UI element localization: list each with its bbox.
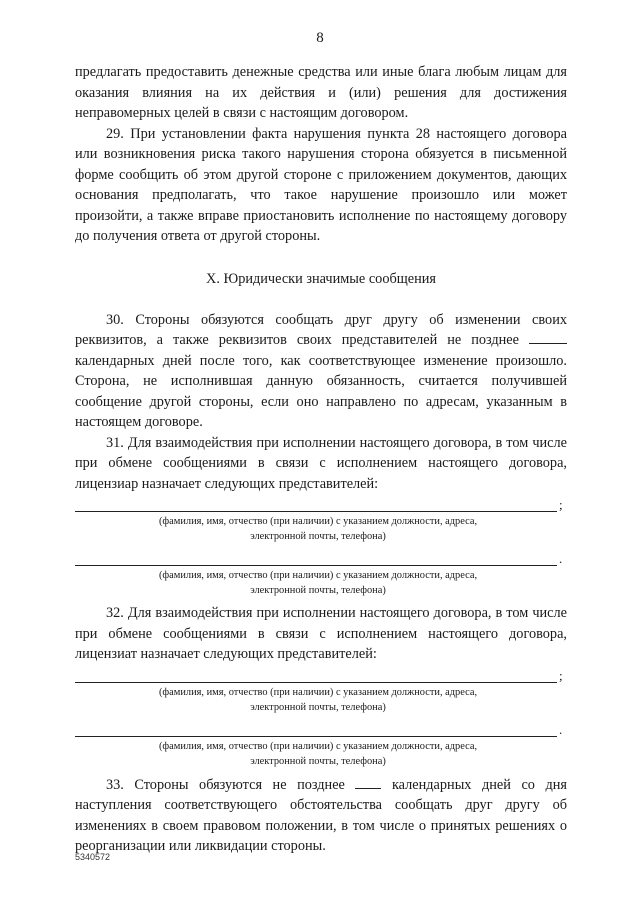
licensee-representative-2-field[interactable] <box>75 722 557 737</box>
caption-line-1: (фамилия, имя, отчество (при наличии) с указанием должности, адреса, <box>158 740 478 752</box>
licensor-representative-1-row <box>75 496 567 512</box>
section-title-x: X. Юридически значимые сообщения <box>206 270 436 287</box>
licensee-representative-2-row <box>75 721 567 737</box>
caption-line-2: электронной почты, телефона) <box>250 531 386 542</box>
licensor-representative-2-field[interactable] <box>75 551 557 566</box>
paragraph-33-text-end: календарных дней со дня наступления соответствующего обстоятельства сообщать друг другу об изменениях в своем правовом положении, в том числе о принятых решениях о реорганизации или ликвидации стороны. <box>75 776 567 854</box>
caption-line-2: электронной почты, телефона) <box>250 701 386 713</box>
days-blank-field[interactable] <box>355 776 381 789</box>
page-number: 8 <box>316 30 324 46</box>
field-punctuation: ; <box>559 497 563 512</box>
caption-line-2: электронной почты, телефона) <box>250 755 386 767</box>
caption-line-1: (фамилия, имя, отчество (при наличии) с указанием должности, адреса, <box>158 686 478 698</box>
paragraph-31: 31. Для взаимодействия при исполнении настоящего договора, в том числе при обмене сообщениями в связи с исполнением настоящего договора, лицензиар назначает следующих представителей: <box>75 434 567 492</box>
paragraph-32: 32. Для взаимодействия при исполнении настоящего договора, в том числе при обмене сообщениями в связи с исполнением настоящего договора, лицензиат назначает следующих представителей: <box>75 605 567 662</box>
licensor-representative-2-row <box>75 550 567 566</box>
paragraph-29: 29. При установлении факта нарушения пункта 28 настоящего договора или возникновения риска такого нарушения сторона обязуется в письменной форме сообщить об этом другой стороне с приложением документов, дающих основания предполагать, что такое нарушение произошло или может произойти, а также вправе приостановить исполнение по настоящему договору до получения ответа от другой стороны. <box>75 125 567 244</box>
licensor-representative-1-field[interactable] <box>75 497 557 512</box>
paragraph-33 <box>75 775 567 857</box>
document-body <box>75 62 567 857</box>
paragraph-30 <box>75 310 567 433</box>
caption-line-1: (фамилия, имя, отчество (при наличии) с указанием должности, адреса, <box>158 516 478 527</box>
licensee-representative-1-row <box>75 667 567 683</box>
caption-line-2: электронной почты, телефона) <box>250 585 386 596</box>
paragraph-30-text-start: 30. Стороны обязуются сообщать друг другу об изменении своих реквизитов, а также реквизитов своих представителей не позднее <box>75 311 567 348</box>
field-caption <box>75 568 567 598</box>
field-caption <box>75 739 567 769</box>
field-punctuation: . <box>559 721 563 737</box>
paragraph-30-text-end: календарных дней после того, как соответствующее изменение произошло. Сторона, не исполнившая данную обязанность, считается получившей сообщение другой стороны, если оно направлено по адресам, указанным в настоящем договоре. <box>75 352 567 430</box>
field-punctuation: ; <box>559 667 563 683</box>
paragraph-33-text-start: 33. Стороны обязуются не позднее <box>106 776 356 793</box>
document-code: 5340572 <box>75 852 111 862</box>
caption-line-1: (фамилия, имя, отчество (при наличии) с указанием должности, адреса, <box>158 570 478 581</box>
field-punctuation: . <box>559 551 563 566</box>
licensee-representative-1-field[interactable] <box>75 668 557 683</box>
field-caption <box>75 685 567 715</box>
field-caption <box>75 514 567 544</box>
days-blank-field[interactable] <box>529 331 567 344</box>
paragraph-continuation: предлагать предоставить денежные средства или иные блага любым лицам для оказания влияния на их действия и (или) решения для достижения неправомерных целей в связи с настоящим договором. <box>75 64 567 121</box>
